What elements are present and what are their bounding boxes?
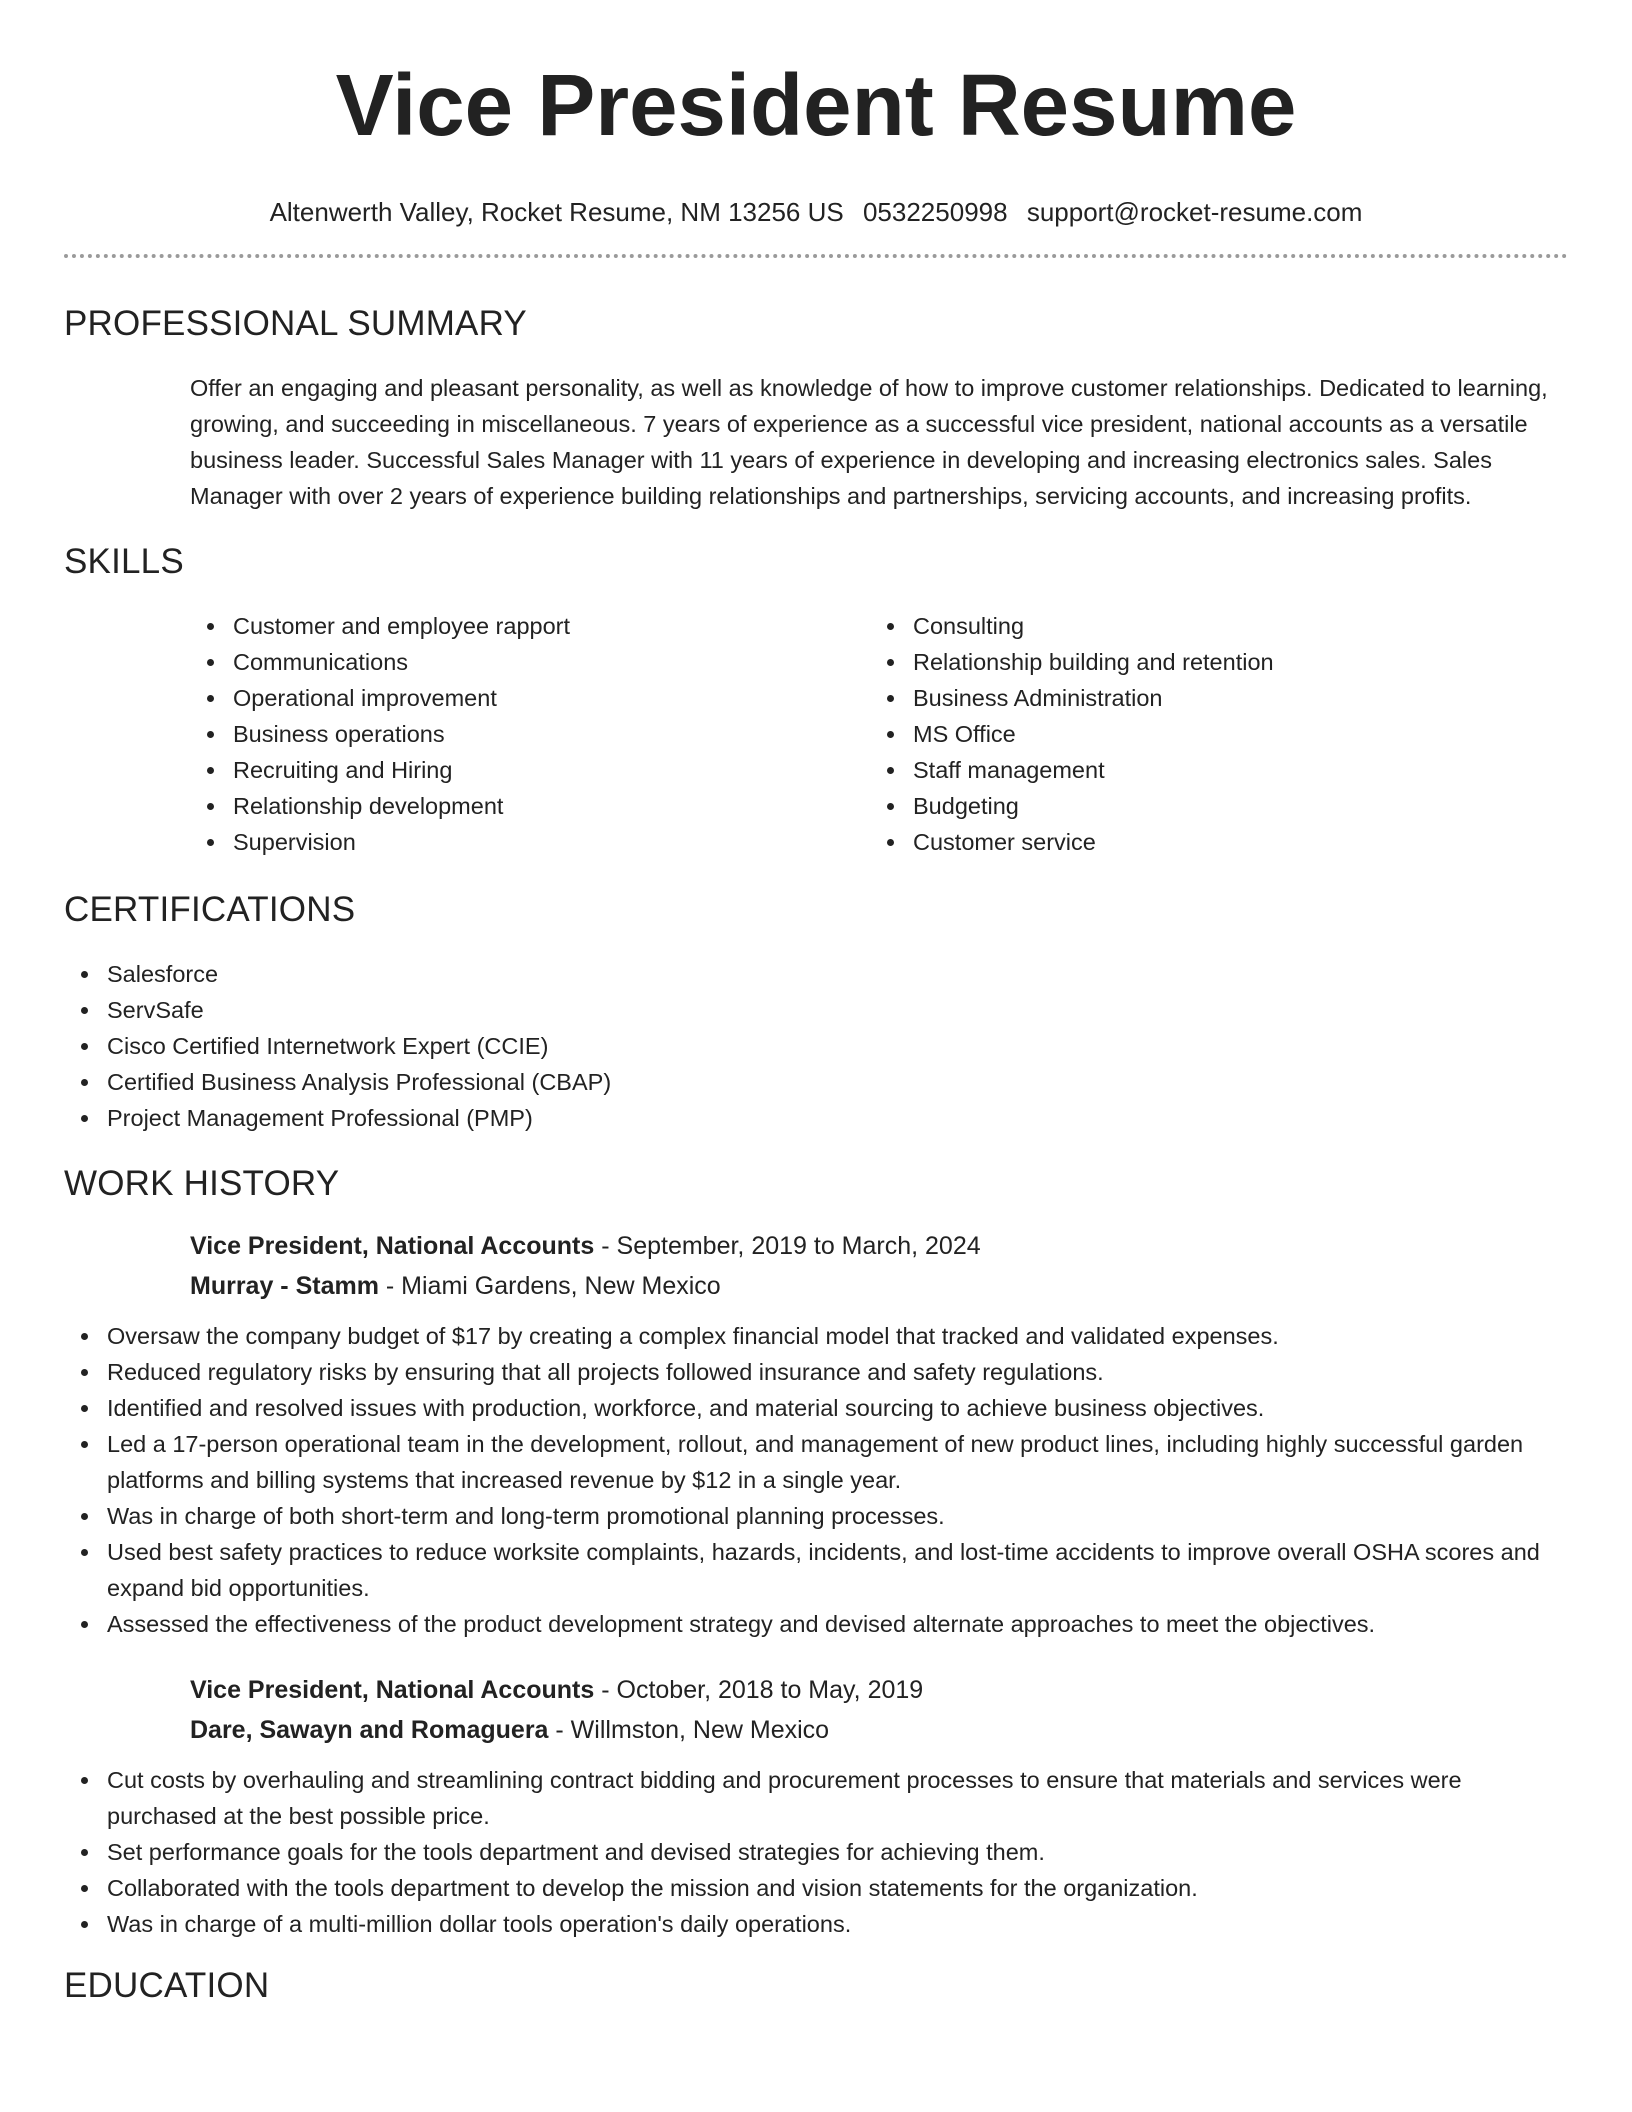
contact-address: Altenwerth Valley, Rocket Resume, NM 13256 US bbox=[269, 197, 844, 227]
page-title: Vice President Resume bbox=[335, 57, 1297, 154]
job-bullet: Collaborated with the tools department to develop the mission and vision statements for the organization. bbox=[64, 1870, 1568, 1906]
skill-item: Relationship development bbox=[190, 788, 870, 824]
skill-item: Customer service bbox=[870, 824, 1550, 860]
work-history-heading: WORK HISTORY bbox=[64, 1164, 340, 1203]
skill-item: MS Office bbox=[870, 716, 1550, 752]
skills-list-right bbox=[870, 608, 1550, 860]
job-bullet: Assessed the effectiveness of the product development strategy and devised alternate approaches to meet the objectives. bbox=[64, 1606, 1568, 1642]
job-company-line bbox=[190, 1266, 1568, 1306]
certification-item: Cisco Certified Internetwork Expert (CCIE) bbox=[64, 1028, 1568, 1064]
skill-item: Supervision bbox=[190, 824, 870, 860]
contact-phone: 0532250998 bbox=[862, 197, 1008, 227]
job-title: Vice President, National Accounts bbox=[190, 1232, 595, 1260]
skill-item: Business operations bbox=[190, 716, 870, 752]
certification-item: ServSafe bbox=[64, 992, 1568, 1028]
job-bullet: Cut costs by overhauling and streamlining contract bidding and procurement processes to ensure that materials and services were purchased at the best possible price. bbox=[64, 1762, 1568, 1834]
job-company: Murray - Stamm bbox=[190, 1272, 379, 1300]
skills-heading: SKILLS bbox=[64, 542, 184, 581]
job-bullet: Identified and resolved issues with production, workforce, and material sourcing to achieve business objectives. bbox=[64, 1390, 1568, 1426]
job-bullets bbox=[64, 1318, 1568, 1642]
certifications-heading: CERTIFICATIONS bbox=[64, 890, 356, 929]
header-divider bbox=[64, 254, 1568, 258]
job-bullets bbox=[64, 1762, 1568, 1942]
job-bullet: Set performance goals for the tools department and devised strategies for achieving them. bbox=[64, 1834, 1568, 1870]
contact-email: support@rocket-resume.com bbox=[1026, 197, 1363, 227]
job-bullet: Oversaw the company budget of $17 by creating a complex financial model that tracked and validated expenses. bbox=[64, 1318, 1568, 1354]
job-bullet: Was in charge of both short-term and long-term promotional planning processes. bbox=[64, 1498, 1568, 1534]
skill-item: Business Administration bbox=[870, 680, 1550, 716]
skill-item: Consulting bbox=[870, 608, 1550, 644]
job-bullet: Led a 17-person operational team in the development, rollout, and management of new product lines, including highly successful garden platforms and billing systems that increased revenue by $12 in a single year. bbox=[64, 1426, 1568, 1498]
certifications-list bbox=[64, 956, 1568, 1136]
education-heading: EDUCATION bbox=[64, 1966, 270, 2005]
job-title: Vice President, National Accounts bbox=[190, 1676, 595, 1704]
job-dates: - September, 2019 to March, 2024 bbox=[594, 1232, 981, 1260]
skill-item: Staff management bbox=[870, 752, 1550, 788]
job-dates: - October, 2018 to May, 2019 bbox=[594, 1676, 924, 1704]
certification-item: Project Management Professional (PMP) bbox=[64, 1100, 1568, 1136]
job-entry bbox=[190, 1670, 1568, 1750]
skill-item: Communications bbox=[190, 644, 870, 680]
skills-grid bbox=[190, 608, 1568, 860]
contact-line bbox=[64, 196, 1568, 228]
job-company: Dare, Sawayn and Romaguera bbox=[190, 1716, 549, 1744]
skill-item: Recruiting and Hiring bbox=[190, 752, 870, 788]
skills-list-left bbox=[190, 608, 870, 860]
summary-heading: PROFESSIONAL SUMMARY bbox=[64, 304, 527, 343]
job-bullet: Was in charge of a multi-million dollar tools operation's daily operations. bbox=[64, 1906, 1568, 1942]
job-title-line bbox=[190, 1226, 1568, 1266]
job-location: - Willmston, New Mexico bbox=[548, 1716, 830, 1744]
certification-item: Salesforce bbox=[64, 956, 1568, 992]
skill-item: Relationship building and retention bbox=[870, 644, 1550, 680]
job-bullet: Used best safety practices to reduce worksite complaints, hazards, incidents, and lost-time accidents to improve overall OSHA scores and expand bid opportunities. bbox=[64, 1534, 1568, 1606]
job-title-line bbox=[190, 1670, 1568, 1710]
job-entry bbox=[190, 1226, 1568, 1306]
skill-item: Budgeting bbox=[870, 788, 1550, 824]
job-company-line bbox=[190, 1710, 1568, 1750]
summary-text: Offer an engaging and pleasant personality, as well as knowledge of how to improve customer relationships. Dedicated to learning, growing, and succeeding in miscellaneous. 7 years of experience as a successful vice president, national accounts as a versatile business leader. Successful Sales Manager with 11 years of experience in developing and increasing electronics sales. Sales Manager with over 2 years of experience building relationships and partnerships, servicing accounts, and increasing profits. bbox=[190, 375, 1548, 509]
skill-item: Operational improvement bbox=[190, 680, 870, 716]
job-location: - Miami Gardens, New Mexico bbox=[378, 1272, 721, 1300]
job-bullet: Reduced regulatory risks by ensuring that all projects followed insurance and safety regulations. bbox=[64, 1354, 1568, 1390]
skill-item: Customer and employee rapport bbox=[190, 608, 870, 644]
certification-item: Certified Business Analysis Professional (CBAP) bbox=[64, 1064, 1568, 1100]
